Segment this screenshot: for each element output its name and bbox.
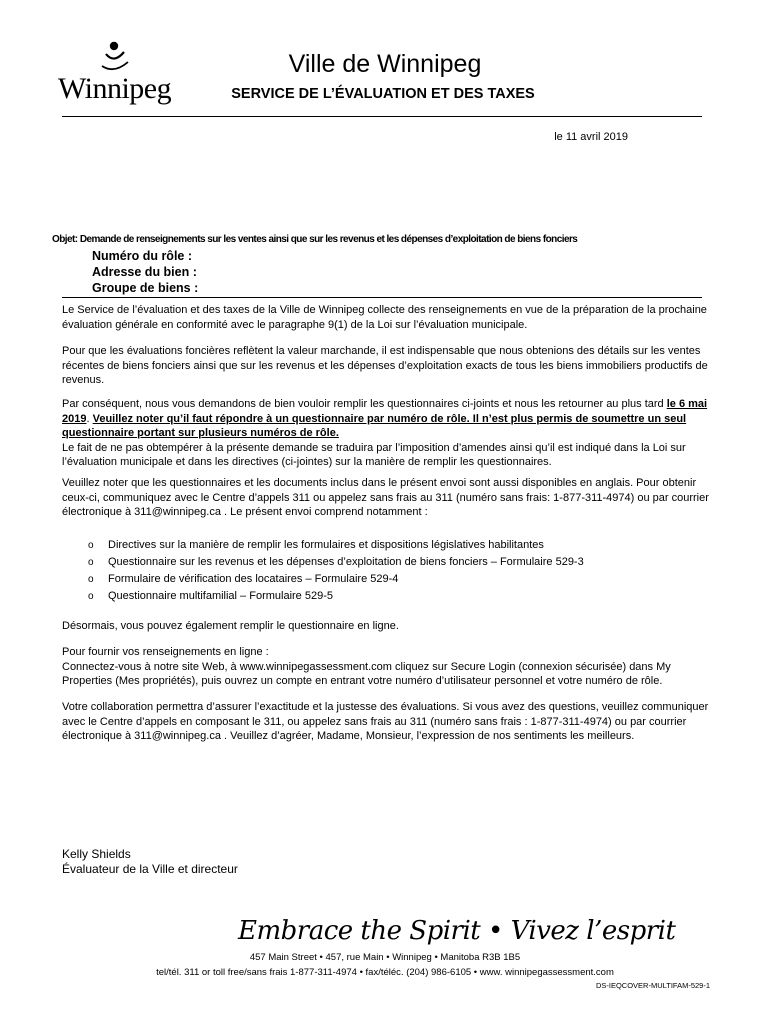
- list-item: o Questionnaire sur les revenus et les dépenses d’exploitation de biens fonciers – Formulaire 529-3: [88, 554, 688, 571]
- paragraph-online-instructions: [62, 645, 712, 689]
- signature-block: [62, 847, 238, 877]
- online-steps: Connectez-vous à notre site Web, à www.winnipegassessment.com cliquez sur Secure Login (connexion sécurisée) dans My Properties (Mes propriétés), puis ouvrez un compte en entrant votre numéro d’utilisateur personnel et votre numéro de rôle.: [62, 660, 671, 687]
- list-item: o Directives sur la manière de remplir les formulaires et dispositions législatives habilitantes: [88, 537, 688, 554]
- city-title: Ville de Winnipeg: [288, 50, 482, 78]
- paragraph-intro: Le Service de l’évaluation et des taxes de la Ville de Winnipeg collecte des renseignements en vue de la préparation de la prochaine évaluation générale en conformité avec le paragraphe 9(1) de la Loi sur l’évaluation municipale.: [62, 304, 707, 331]
- paragraph-request: [62, 397, 712, 470]
- body-divider: [62, 297, 702, 298]
- per-roll-note: Veuillez noter qu’il faut répondre à un questionnaire par numéro de rôle. Il n’est plus permis de soumettre un seul questionnaire portant sur plusieurs numéros de rôle.: [62, 412, 687, 439]
- paragraph-closing: Votre collaboration permettra d’assurer l’exactitude et la justesse des évaluations. Si vous avez des questions, veuillez communiquer avec le Centre d’appels en composant le 311, ou appelez sans frais au 311 (numéro sans frais : 1-877-311-4974) ou par courrier électronique à 311@winnipeg.ca . Veuillez d’agréer, Madame, Monsieur, l’expression de nos sentiments les meilleurs.: [62, 701, 709, 742]
- letter-date: le 11 avril 2019: [554, 131, 628, 143]
- footer-contact: tel/tél. 311 or toll free/sans frais 1-877-311-4974 • fax/téléc. (204) 986-6105 • www. winnipegassessment.com: [156, 967, 614, 978]
- department-title: SERVICE DE L’ÉVALUATION ET DES TAXES: [231, 86, 535, 102]
- online-heading: Pour fournir vos renseignements en ligne :: [62, 646, 269, 658]
- property-address-label: Adresse du bien :: [92, 265, 197, 279]
- footer-address: 457 Main Street • 457, rue Main • Winnipeg • Manitoba R3B 1B5: [249, 952, 521, 963]
- enclosure-list: [88, 537, 688, 605]
- roll-number-label: Numéro du rôle :: [92, 249, 193, 263]
- request-separator: .: [86, 412, 93, 425]
- paragraph-market-value: Pour que les évaluations foncières reflètent la valeur marchande, il est indispensable que nous obtenions des détails sur les ventes récentes de biens fonciers ainsi que sur les revenus et les dépenses d’exploitation exacts de tous les biens immobiliers productifs de revenus.: [62, 345, 708, 386]
- signatory-title: Évaluateur de la Ville et directeur: [62, 862, 238, 876]
- document-id: DS-IEQCOVER-MULTIFAM-529-1: [595, 981, 710, 990]
- request-text: Par conséquent, nous vous demandons de bien vouloir remplir les questionnaires ci-joints et nous les retourner au plus tard: [62, 398, 667, 410]
- signatory-name: Kelly Shields: [62, 847, 131, 861]
- paragraph-online: Désormais, vous pouvez également remplir le questionnaire en ligne.: [62, 620, 399, 632]
- winnipeg-logo: [58, 36, 172, 106]
- logo-wordmark: Winnipeg: [58, 72, 172, 105]
- penalty-text: Le fait de ne pas obtempérer à la présente demande se traduira par l’imposition d’amendes ainsi qu’il est indiqué dans la Loi sur l’évaluation municipale et dans les directives (ci-jointes) sur la manière de remplir les questionnaires.: [62, 441, 686, 468]
- list-item: o Questionnaire multifamilial – Formulaire 529-5: [88, 588, 688, 605]
- winnipeg-spirit-icon: [94, 36, 134, 72]
- footer-tagline: Embrace the Spirit • Vivez l’esprit: [238, 916, 676, 946]
- subject-line: Objet: Demande de renseignements sur les ventes ainsi que sur les revenus et les dépenses d’exploitation de biens fonciers: [52, 234, 578, 245]
- property-group-label: Groupe de biens :: [92, 281, 199, 295]
- paragraph-english-availability: Veuillez noter que les questionnaires et les documents inclus dans le présent envoi sont aussi disponibles en anglais. Pour obtenir ceux-ci, communiquez avec le Centre d’appels 311 ou appelez sans frais au 311 (numéro sans frais: 1-877-311-4974) ou par courrier électronique à 311@winnipeg.ca . Le présent envoi comprend notamment :: [62, 477, 709, 518]
- header-divider: [62, 116, 702, 117]
- deadline-text: le 6 mai 2019: [62, 398, 708, 425]
- list-item: o Formulaire de vérification des locataires – Formulaire 529-4: [88, 571, 688, 588]
